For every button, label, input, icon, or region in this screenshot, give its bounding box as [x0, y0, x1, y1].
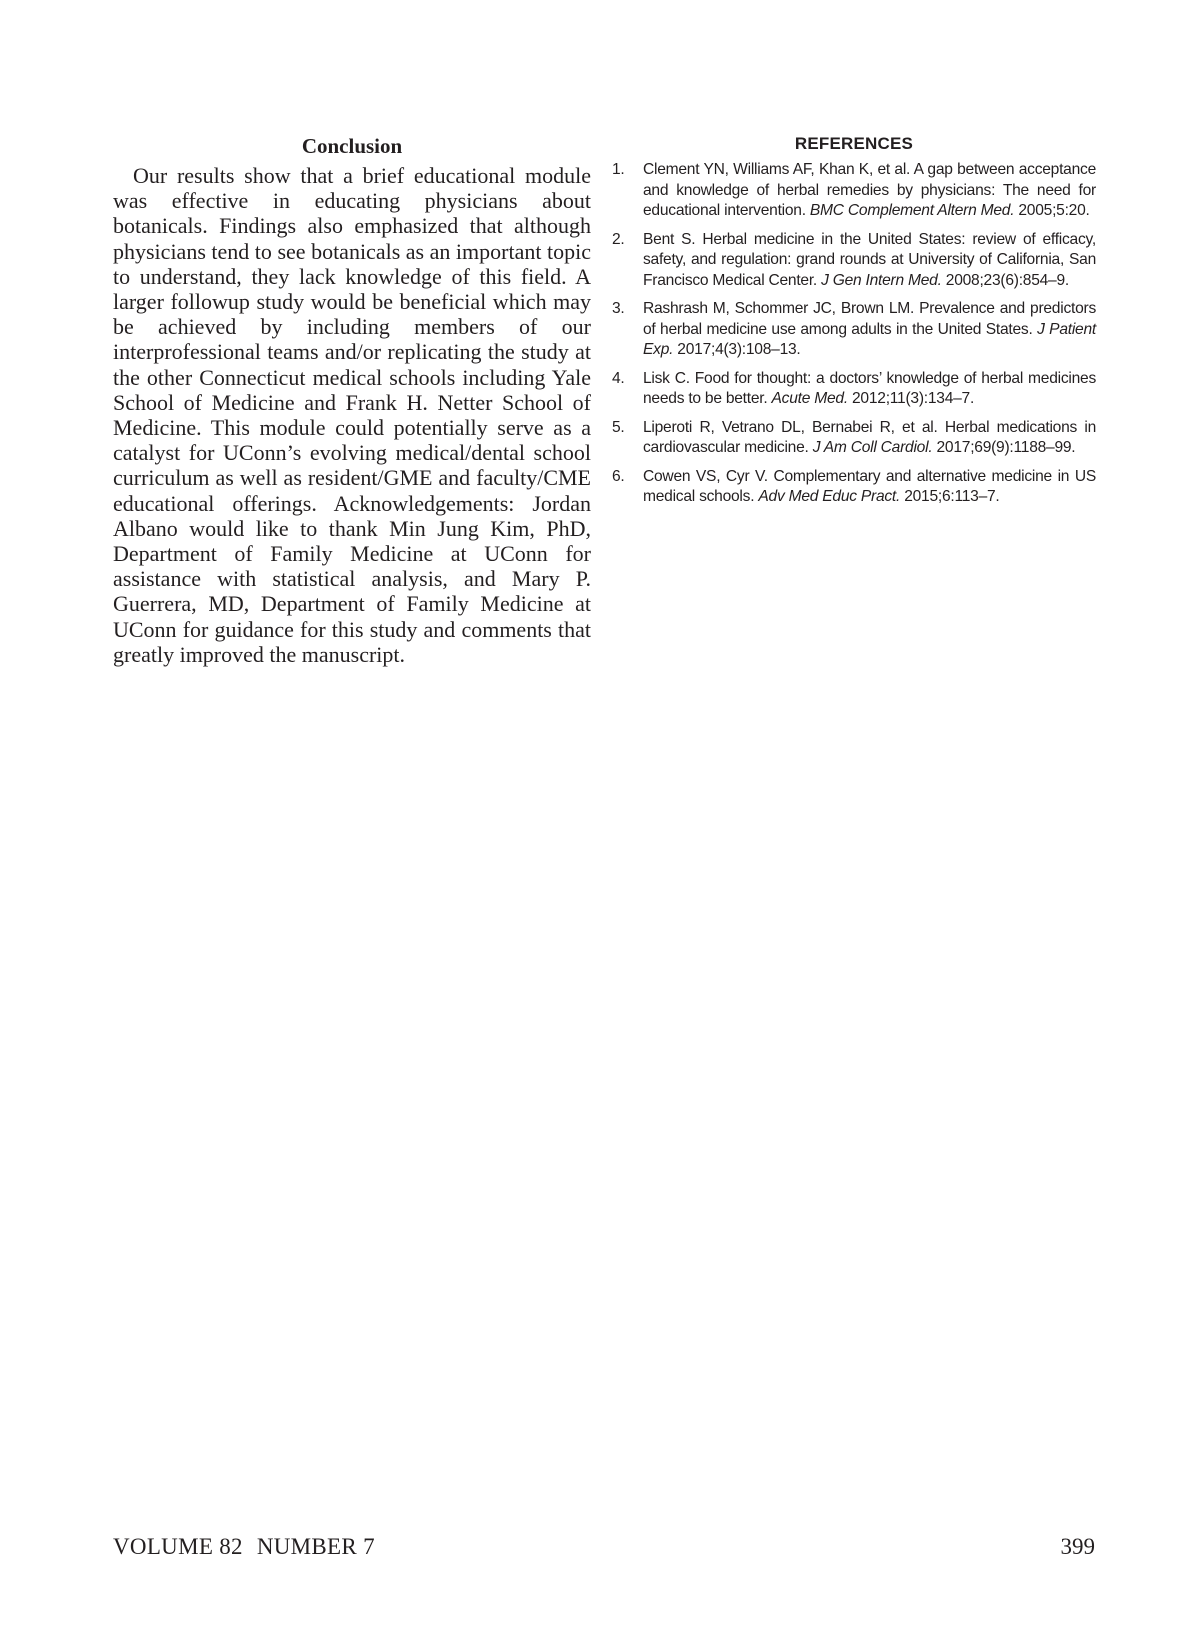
reference-text: Bent S. Herbal medicine in the United States: review of efficacy, safety, and regulation: grand rounds at University of California, San Francisco Medical Center.	[643, 230, 1096, 289]
reference-journal: J Am Coll Cardiol.	[812, 439, 933, 456]
conclusion-section	[113, 128, 591, 667]
conclusion-body: Our results show that a brief educational module was effective in educating physicians about botanicals. Findings also emphasized that although physicians tend to see botanicals as an important topic to understand, they lack knowledge of this field. A larger followup study would be beneficial which may be achieved by including members of our interprofessional teams and/or replicating the study at the other Connecticut medical schools including Yale School of Medicine and Frank H. Netter School of Medicine. This module could potentially serve as a catalyst for UConn’s evolving medical/dental school curriculum as well as resident/GME and faculty/CME educational offerings. Acknowledgements: Jordan Albano would like to thank Min Jung Kim, PhD, Department of Family Medicine at UConn for assistance with statistical analysis, and Mary P. Guerrera, MD, Department of Family Medicine at UConn for guidance for this study and comments that greatly improved the manuscript.	[113, 163, 591, 667]
reference-journal: BMC Complement Altern Med.	[809, 202, 1015, 219]
footer-number: NUMBER 7	[256, 1534, 375, 1559]
reference-citation: 2017;4(3):108–13.	[677, 341, 801, 358]
reference-journal: Acute Med.	[771, 390, 848, 407]
reference-citation: 2012;11(3):134–7.	[852, 390, 975, 407]
references-heading: REFERENCES	[794, 134, 914, 153]
page-number: 399	[1060, 1534, 1095, 1559]
reference-journal: J Gen Intern Med.	[821, 271, 942, 289]
reference-item	[612, 230, 1096, 292]
reference-text: Lisk C. Food for thought: a doctors’ knowledge of herbal medicines needs to be better.	[643, 369, 1096, 407]
reference-citation: 2008;23(6):854–9.	[945, 271, 1069, 289]
reference-item	[612, 299, 1096, 361]
reference-item	[612, 160, 1096, 222]
reference-number: 4.	[612, 369, 625, 387]
reference-item	[612, 369, 1096, 410]
reference-citation: 2005;5:20.	[1018, 202, 1090, 219]
reference-citation: 2015;6:113–7.	[904, 488, 1000, 505]
reference-text: Liperoti R, Vetrano DL, Bernabei R, et al. Herbal medications in cardiovascular medicine.	[643, 418, 1096, 456]
reference-number: 6.	[612, 467, 625, 485]
reference-list	[612, 160, 1096, 508]
reference-number: 3.	[612, 300, 625, 317]
reference-number: 2.	[612, 230, 625, 248]
reference-text: Clement YN, Williams AF, Khan K, et al. A gap between acceptance and knowledge of herbal remedies by physicians: The need for educational intervention.	[643, 161, 1096, 219]
reference-number: 5.	[612, 418, 625, 436]
reference-item	[612, 467, 1096, 508]
reference-text: Rashrash M, Schommer JC, Brown LM. Prevalence and predictors of herbal medicine use among adults in the United States.	[643, 300, 1096, 338]
footer-issue-info	[113, 1534, 375, 1560]
reference-citation: 2017;69(9):1188–99.	[936, 439, 1076, 456]
reference-journal: Adv Med Educ Pract.	[758, 488, 901, 505]
reference-number: 1.	[612, 161, 625, 178]
reference-journal: J Patient Exp.	[643, 320, 1096, 358]
footer-volume: VOLUME 82	[113, 1534, 243, 1559]
reference-item	[612, 418, 1096, 459]
references-section	[612, 134, 1096, 516]
conclusion-heading: Conclusion	[301, 134, 403, 158]
reference-text: Cowen VS, Cyr V. Complementary and alternative medicine in US medical schools.	[643, 467, 1096, 505]
